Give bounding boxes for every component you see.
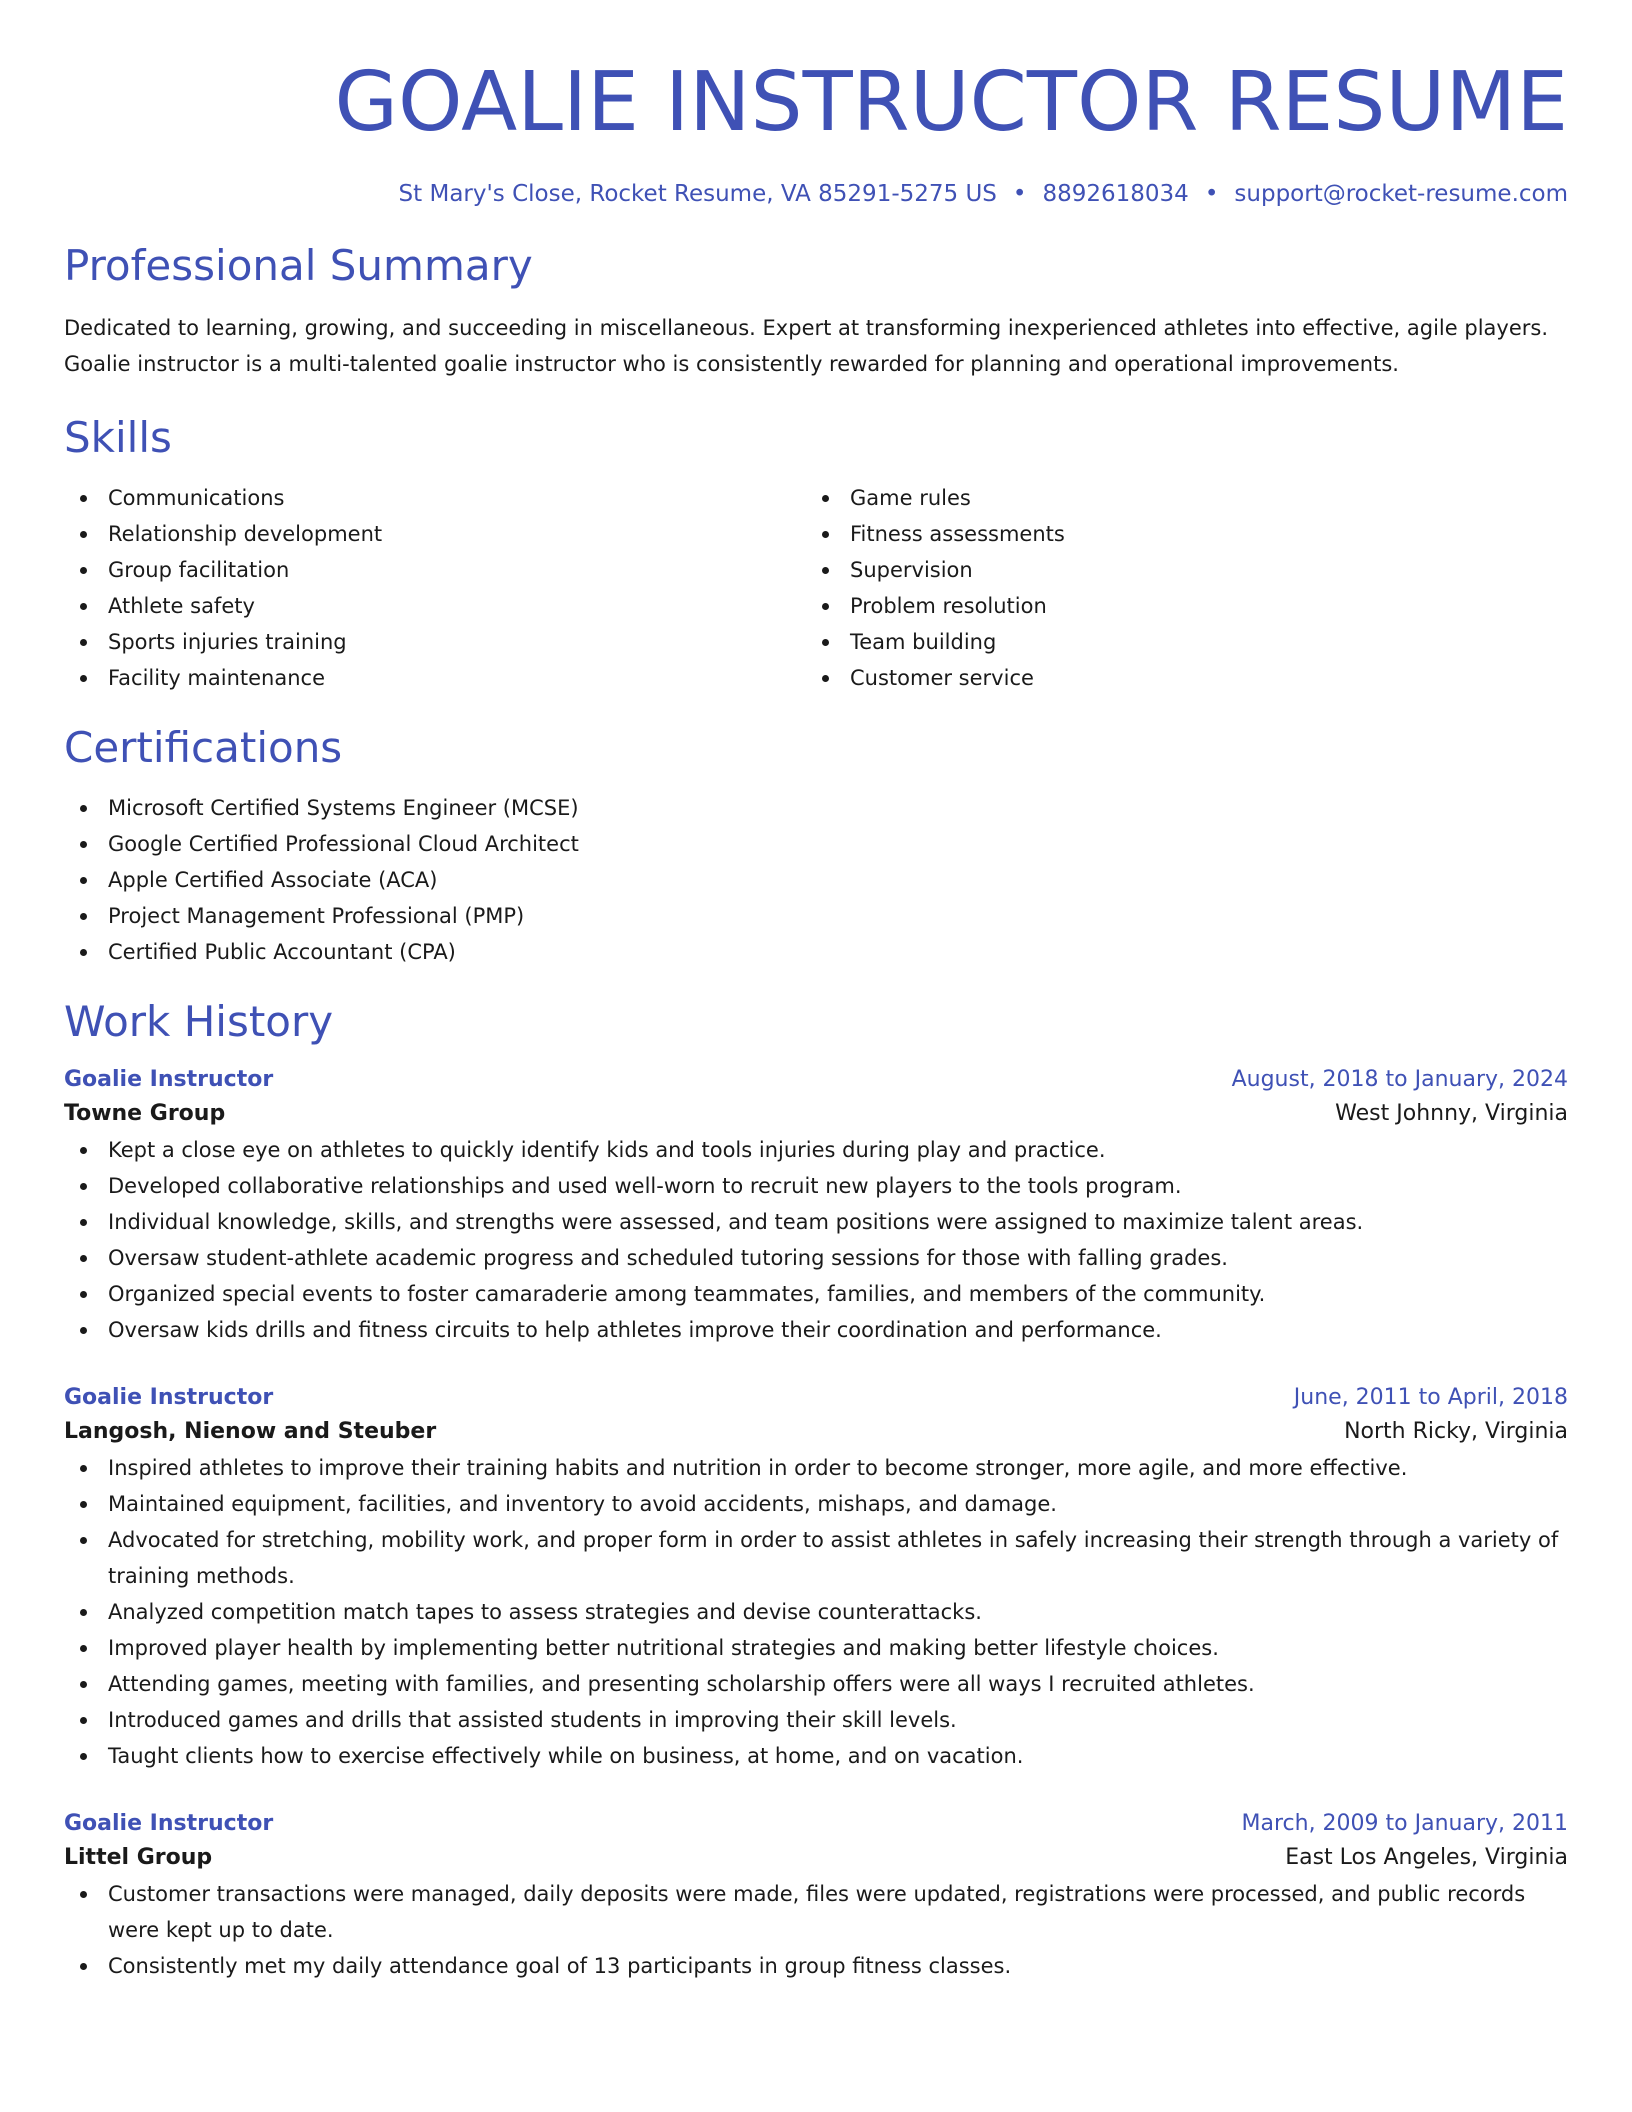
bullet-dot	[80, 567, 87, 574]
job-bullet: Improved player health by implementing better nutritional strategies and making better lifestyle choices.	[64, 1630, 1568, 1666]
skills-list-left	[64, 480, 806, 696]
summary-heading: Professional Summary	[64, 241, 533, 290]
job-bullet-list	[64, 1132, 1568, 1348]
skills-list-right	[806, 480, 1548, 696]
job-bullet: Inspired athletes to improve their training habits and nutrition in order to become stronger, more agile, and more effective.	[64, 1450, 1568, 1486]
job-bullet: Maintained equipment, facilities, and inventory to avoid accidents, mishaps, and damage.	[64, 1486, 1568, 1522]
skill-item: Facility maintenance	[64, 660, 806, 696]
skill-item: Fitness assessments	[806, 516, 1548, 552]
job-entry	[64, 1064, 1568, 1348]
bullet-dot	[80, 1147, 87, 1154]
contact-phone: 8892618034	[1042, 181, 1189, 207]
bullet-dot	[80, 1645, 87, 1652]
bullet-dot	[822, 495, 829, 502]
skill-item: Athlete safety	[64, 588, 806, 624]
resume-page	[64, 0, 1568, 2112]
certification-item: Project Management Professional (PMP)	[64, 898, 1568, 934]
skills-heading: Skills	[64, 413, 172, 462]
job-dates: June, 2011 to April, 2018	[1293, 1385, 1568, 1410]
job-dates: August, 2018 to January, 2024	[1231, 1067, 1568, 1092]
bullet-dot	[80, 1963, 87, 1970]
bullet-dot	[80, 913, 87, 920]
job-header	[64, 1382, 1568, 1414]
job-bullet: Analyzed competition match tapes to assess strategies and devise counterattacks.	[64, 1594, 1568, 1630]
skill-item: Sports injuries training	[64, 624, 806, 660]
job-header	[64, 1064, 1568, 1096]
bullet-dot	[80, 531, 87, 538]
job-bullet: Individual knowledge, skills, and strengths were assessed, and team positions were assigned to maximize talent areas.	[64, 1204, 1568, 1240]
job-bullet: Consistently met my daily attendance goal of 13 participants in group fitness classes.	[64, 1948, 1568, 1984]
job-location: North Ricky, Virginia	[1344, 1419, 1568, 1444]
job-title: Goalie Instructor	[64, 1811, 274, 1836]
skill-item: Communications	[64, 480, 806, 516]
bullet-dot	[80, 1291, 87, 1298]
job-title: Goalie Instructor	[64, 1067, 274, 1092]
job-subheader	[64, 1096, 1568, 1132]
skill-item: Problem resolution	[806, 588, 1548, 624]
certifications-list	[64, 790, 1568, 970]
bullet-dot	[80, 1255, 87, 1262]
job-header	[64, 1808, 1568, 1840]
skill-item: Customer service	[806, 660, 1548, 696]
bullet-dot	[80, 639, 87, 646]
bullet-dot	[80, 1183, 87, 1190]
job-dates: March, 2009 to January, 2011	[1241, 1811, 1568, 1836]
bullet-dot	[822, 603, 829, 610]
work-history-heading: Work History	[64, 997, 334, 1046]
bullet-dot	[80, 1681, 87, 1688]
job-company: Towne Group	[64, 1101, 226, 1126]
bullet-dot	[80, 877, 87, 884]
job-bullet: Customer transactions were managed, daily deposits were made, files were updated, registrations were processed, and public records were kept up to date.	[64, 1876, 1568, 1948]
bullet-dot	[80, 1717, 87, 1724]
job-company: Littel Group	[64, 1845, 213, 1870]
bullet-dot	[822, 531, 829, 538]
bullet-dot	[80, 949, 87, 956]
bullet-dot	[80, 805, 87, 812]
skill-item: Game rules	[806, 480, 1548, 516]
resume-title: GOALIE INSTRUCTOR RESUME	[334, 55, 1568, 150]
job-bullet-list	[64, 1876, 1568, 1984]
job-bullet: Advocated for stretching, mobility work, and proper form in order to assist athletes in safely increasing their strength through a variety of training methods.	[64, 1522, 1568, 1594]
summary-text: Dedicated to learning, growing, and succeeding in miscellaneous. Expert at transforming inexperienced athletes into effective, agile players. Goalie instructor is a multi-talented goalie instructor who is consistently rewarded for planning and operational improvements.	[64, 316, 1548, 376]
summary-section	[64, 240, 1568, 382]
job-company: Langosh, Nienow and Steuber	[64, 1419, 437, 1444]
job-bullet: Oversaw student-athlete academic progress and scheduled tutoring sessions for those with falling grades.	[64, 1240, 1568, 1276]
contact-separator: •	[1012, 181, 1027, 207]
bullet-dot	[80, 675, 87, 682]
contact-line	[64, 178, 1568, 210]
bullet-dot	[80, 1219, 87, 1226]
job-bullet: Oversaw kids drills and fitness circuits to help athletes improve their coordination and performance.	[64, 1312, 1568, 1348]
bullet-dot	[80, 1327, 87, 1334]
skills-section	[64, 412, 1568, 696]
bullet-dot	[822, 675, 829, 682]
bullet-dot	[80, 603, 87, 610]
bullet-dot	[80, 1609, 87, 1616]
bullet-dot	[80, 495, 87, 502]
skill-item: Relationship development	[64, 516, 806, 552]
job-bullet: Introduced games and drills that assisted students in improving their skill levels.	[64, 1702, 1568, 1738]
certification-item: Google Certified Professional Cloud Architect	[64, 826, 1568, 862]
bullet-dot	[822, 639, 829, 646]
job-bullet: Taught clients how to exercise effectively while on business, at home, and on vacation.	[64, 1738, 1568, 1774]
job-entry	[64, 1808, 1568, 1984]
job-bullet: Developed collaborative relationships and used well-worn to recruit new players to the tools program.	[64, 1168, 1568, 1204]
job-bullet: Kept a close eye on athletes to quickly identify kids and tools injuries during play and practice.	[64, 1132, 1568, 1168]
bullet-dot	[80, 1537, 87, 1544]
certifications-section	[64, 722, 1568, 970]
skill-item: Group facilitation	[64, 552, 806, 588]
certification-item: Certified Public Accountant (CPA)	[64, 934, 1568, 970]
contact-address: St Mary's Close, Rocket Resume, VA 85291-5275 US	[398, 181, 997, 207]
skills-grid	[64, 480, 1568, 696]
bullet-dot	[80, 1891, 87, 1898]
certifications-heading: Certifications	[64, 723, 343, 772]
job-location: West Johnny, Virginia	[1335, 1101, 1568, 1126]
work-history-section	[64, 996, 1568, 1984]
bullet-dot	[822, 567, 829, 574]
job-title: Goalie Instructor	[64, 1385, 274, 1410]
contact-separator: •	[1204, 181, 1219, 207]
certification-item: Microsoft Certified Systems Engineer (MCSE)	[64, 790, 1568, 826]
bullet-dot	[80, 1465, 87, 1472]
bullet-dot	[80, 1501, 87, 1508]
job-entry	[64, 1382, 1568, 1774]
job-bullet: Organized special events to foster camaraderie among teammates, families, and members of the community.	[64, 1276, 1568, 1312]
job-bullet-list	[64, 1450, 1568, 1774]
skill-item: Supervision	[806, 552, 1548, 588]
job-location: East Los Angeles, Virginia	[1285, 1845, 1568, 1870]
job-subheader	[64, 1840, 1568, 1876]
skill-item: Team building	[806, 624, 1548, 660]
certification-item: Apple Certified Associate (ACA)	[64, 862, 1568, 898]
job-bullet: Attending games, meeting with families, and presenting scholarship offers were all ways I recruited athletes.	[64, 1666, 1568, 1702]
bullet-dot	[80, 841, 87, 848]
contact-email: support@rocket-resume.com	[1234, 181, 1568, 207]
bullet-dot	[80, 1753, 87, 1760]
job-subheader	[64, 1414, 1568, 1450]
